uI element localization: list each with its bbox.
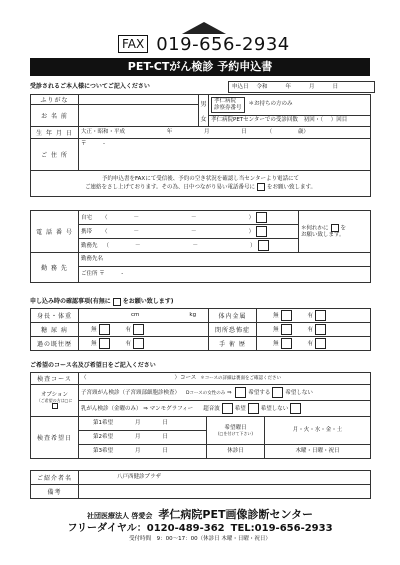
- dob-label: 生 年 月 日: [31, 127, 79, 139]
- allergy-label: 過の既往歴: [31, 337, 79, 351]
- diabetes-yes-checkbox[interactable]: [133, 324, 144, 335]
- referrer-value: 八戸西健診プラザ: [117, 474, 162, 481]
- hospital-number-note: ＊お持ちの方のみ: [248, 101, 293, 108]
- home-label: 自宅: [81, 215, 93, 221]
- employer-name-field[interactable]: [79, 253, 371, 267]
- footer-tel: TEL:019-656-2933: [230, 523, 333, 534]
- implant-none-checkbox[interactable]: [281, 310, 292, 321]
- diabetes-field[interactable]: [79, 323, 209, 337]
- course-open: （: [81, 375, 87, 382]
- hospital-number-label: [211, 97, 245, 113]
- date-label: 検査希望日: [31, 417, 79, 459]
- referrer-table: [30, 470, 371, 499]
- course-label: 検査コース: [31, 373, 79, 385]
- check-sample-icon-4: [52, 403, 58, 409]
- closed-days: 木曜・日曜・祝日: [265, 445, 371, 459]
- first-choice-field[interactable]: [79, 417, 207, 431]
- allergy-yes: 有: [125, 341, 132, 347]
- check-sample-icon-3: [113, 298, 121, 306]
- diabetes-none: 無: [91, 327, 97, 333]
- fax-label: FAX: [118, 35, 148, 53]
- phone-label: 電 話 番 号: [31, 211, 79, 253]
- apply-date-field[interactable]: [228, 81, 375, 93]
- claustro-none-checkbox[interactable]: [281, 324, 292, 335]
- closed-label: 休診日: [207, 445, 265, 459]
- option-1-label: 子宮頸がん検診（子宮頸部細胞診検査）: [81, 390, 181, 396]
- allergy-none-checkbox[interactable]: [99, 338, 110, 349]
- address-postal: 〒 -: [81, 141, 105, 147]
- weekday-options: 月・火・水・金・土: [292, 427, 343, 434]
- implant-label: 体内金属: [209, 309, 257, 323]
- name-input[interactable]: [79, 105, 199, 127]
- weekday-note: (□を付けて下さい): [218, 431, 253, 437]
- remarks-label: 備考: [31, 485, 79, 499]
- second-day-unit: 日: [162, 434, 169, 441]
- option-label: オプション: [40, 391, 68, 398]
- implant-field[interactable]: [257, 309, 371, 323]
- option-2-mammo: マンモグラフィー: [149, 406, 194, 412]
- apply-day-unit: 日: [332, 83, 339, 90]
- patient-table: [30, 94, 371, 197]
- check-sample-icon: [257, 183, 265, 191]
- history-first: 初回・（: [303, 116, 323, 123]
- claustro-yes-checkbox[interactable]: [315, 324, 326, 335]
- dob-field[interactable]: [79, 127, 371, 139]
- implant-yes-checkbox[interactable]: [315, 310, 326, 321]
- furigana-label: ふりがな: [31, 95, 79, 105]
- claustro-field[interactable]: [257, 323, 371, 337]
- gender-field[interactable]: [199, 95, 209, 127]
- course-table: [30, 372, 371, 459]
- footer-corp: 社団医療法人 啓愛会: [86, 512, 153, 520]
- hosp-label-2: 診察券番号: [214, 104, 242, 111]
- allergy-field[interactable]: [79, 337, 209, 351]
- phone-table: [30, 210, 371, 283]
- opt1-want-checkbox[interactable]: [235, 387, 246, 398]
- claustro-yes: 有: [307, 327, 314, 333]
- course-input[interactable]: [79, 373, 371, 385]
- surgery-label: 手 術 歴: [209, 337, 257, 351]
- third-day-unit: 日: [162, 448, 169, 455]
- allergy-none: 無: [91, 341, 97, 347]
- first-day-unit: 日: [162, 420, 169, 427]
- opt2-want-checkbox[interactable]: [248, 403, 259, 414]
- apply-date-label: 申込日: [232, 83, 249, 90]
- option-row-2: 乳がん検診（金曜のみ） ⇒ マンモグラフィー 超音波 希望 希望しない: [79, 401, 370, 416]
- phone-note-3: お願い致します。: [301, 232, 345, 239]
- form-title: PET-CTがん検診 予約申込書: [30, 58, 370, 76]
- gender-female[interactable]: 女: [200, 115, 207, 123]
- dob-age-open: （: [266, 129, 273, 136]
- notice-line-2-text: ご連絡をさし上げております。その為、日中つながり易い電話番号に: [84, 184, 255, 191]
- weekday-field[interactable]: [265, 417, 371, 445]
- opt2-want: 希望: [234, 406, 246, 412]
- history-times: ）回目: [330, 116, 348, 123]
- claustro-none: 無: [273, 327, 279, 333]
- employer-label: 勤 務 先: [31, 253, 79, 283]
- phone-note-1: ＊何れかに: [301, 225, 329, 232]
- third-choice-label: 第3希望: [93, 448, 113, 455]
- patient-section-title: 受診されるご本人様についてご記入ください: [30, 83, 150, 90]
- notice-line-2-tail: をお願い致します。: [267, 184, 317, 191]
- implant-none: 無: [273, 313, 279, 319]
- hospital-number-cell[interactable]: [209, 95, 371, 127]
- address-label: ご 住 所: [31, 139, 79, 171]
- hosp-label-1: 孝仁病院: [214, 97, 237, 104]
- home-phone-field[interactable]: 自宅 （ － － ）: [79, 211, 299, 225]
- kg-unit: kg: [189, 312, 197, 319]
- fax-number: 019-656-2934: [156, 33, 290, 55]
- employer-address-field[interactable]: [79, 267, 371, 283]
- option-1-note: Dコースの女性のみ: [186, 391, 226, 396]
- surgery-yes: 有: [307, 341, 314, 347]
- surgery-none: 無: [273, 341, 279, 347]
- option-field[interactable]: [79, 385, 371, 417]
- allergy-yes-checkbox[interactable]: [133, 338, 144, 349]
- cm-unit: cm: [131, 312, 140, 319]
- opt1-nowant-checkbox[interactable]: [272, 387, 283, 398]
- third-month-unit: 月: [135, 448, 141, 455]
- phone-note-2: を: [340, 225, 347, 232]
- phone-note: [299, 211, 371, 253]
- implant-yes: 有: [307, 313, 314, 319]
- work-label: 勤務先: [81, 243, 98, 249]
- surgery-yes-checkbox[interactable]: [315, 338, 326, 349]
- dob-day-unit: 日: [241, 129, 247, 136]
- mobile-phone-field[interactable]: 携帯 （ － － ）: [79, 225, 299, 239]
- home-checkbox[interactable]: [256, 212, 267, 223]
- mobile-checkbox[interactable]: [256, 226, 267, 237]
- opt2-us-checkbox[interactable]: [222, 403, 233, 414]
- diabetes-none-checkbox[interactable]: [99, 324, 110, 335]
- work-phone-field[interactable]: 勤務先 （ － － ）: [79, 239, 299, 253]
- dob-year-unit: 年: [166, 129, 173, 136]
- referrer-input[interactable]: [79, 471, 371, 485]
- option-label-cell: [31, 385, 79, 417]
- employer-address-label: ご住所 〒 -: [81, 271, 124, 278]
- check-sample-icon-2: [331, 224, 339, 232]
- footer-phones: [0, 519, 400, 534]
- course-note: ＊コースの詳細は裏面をご確認ください: [200, 376, 282, 382]
- triangle-decoration-icon: [182, 22, 226, 34]
- gender-male[interactable]: 男: [200, 100, 207, 108]
- name-label: お 名 前: [31, 105, 79, 127]
- second-month-unit: 月: [135, 434, 141, 441]
- history-label: 孝仁病院PETセンターでの受診回数: [211, 116, 298, 123]
- option-sub: [33, 398, 76, 409]
- footer-hours: 受付時間 9：00〜17：00（休診日 木曜・日曜・祝日）: [129, 536, 271, 542]
- apply-year-unit: 年: [285, 83, 292, 90]
- second-choice-field[interactable]: [79, 431, 207, 445]
- option-sub-text: （ご希望の方は□に: [36, 398, 73, 404]
- surgery-field[interactable]: [257, 337, 371, 351]
- matters-section-title: [30, 296, 370, 306]
- course-close: ）コース: [174, 375, 197, 382]
- apply-month-unit: 月: [309, 83, 315, 90]
- matters-table: [30, 308, 371, 351]
- work-checkbox[interactable]: [258, 240, 269, 251]
- height-weight-label: 身長・体重: [31, 309, 79, 323]
- diabetes-yes: 有: [125, 327, 132, 333]
- option-row-1: 子宮頸がん検診（子宮頸部細胞診検査） Dコースの女性のみ ⇒ 希望する 希望しない: [79, 385, 370, 401]
- furigana-input[interactable]: [79, 95, 199, 105]
- dob-eras: 大正・昭和・平成: [81, 129, 126, 136]
- option-2-us: 超音波: [203, 406, 220, 412]
- mobile-label: 携帯: [81, 229, 93, 235]
- footer-freedial: フリーダイヤル：0120-489-362: [67, 523, 225, 534]
- claustro-label: 閉所恐怖症: [209, 323, 257, 337]
- footer-hospital: 孝仁病院PET画像診断センター: [158, 508, 314, 521]
- employer-name-label: 勤務先名: [81, 256, 104, 263]
- remarks-input[interactable]: [79, 485, 371, 499]
- address-input[interactable]: [79, 139, 371, 171]
- opt2-nowant: 希望しない: [260, 406, 289, 412]
- first-month-unit: 月: [135, 420, 141, 427]
- height-weight-field[interactable]: [79, 309, 209, 323]
- matters-section-text: 申し込み時の確認事項(有無に: [30, 298, 111, 305]
- weekday-label-cell: [207, 417, 265, 445]
- first-choice-label: 第1希望: [93, 420, 113, 427]
- notice-line-1: 予約申込書をFAXにて受信後、予約の空き状況を確認し当センターより電話にて: [102, 175, 299, 182]
- third-choice-field[interactable]: [79, 445, 207, 459]
- fax-header: [118, 34, 290, 54]
- phone-notice: [31, 171, 371, 197]
- dob-month-unit: 月: [204, 129, 210, 136]
- opt2-nowant-checkbox[interactable]: [290, 403, 301, 414]
- notice-line-2: [33, 183, 368, 191]
- weekday-label: 希望曜日: [224, 424, 247, 431]
- apply-era: 令和: [256, 83, 268, 90]
- dob-age-unit: 歳）: [297, 129, 309, 136]
- course-section-title: ご希望のコース名及び希望日をご記入ください: [30, 362, 156, 369]
- referrer-label: ご紹介者名: [31, 471, 79, 485]
- opt1-want: 希望する: [248, 390, 271, 396]
- diabetes-label: 糖 尿 病: [31, 323, 79, 337]
- opt1-nowant: 希望しない: [285, 390, 313, 396]
- second-choice-label: 第2希望: [93, 434, 113, 441]
- option-2-label: 乳がん検診（金曜のみ）: [81, 406, 142, 412]
- surgery-none-checkbox[interactable]: [281, 338, 292, 349]
- matters-section-tail: をお願い致します): [122, 298, 174, 305]
